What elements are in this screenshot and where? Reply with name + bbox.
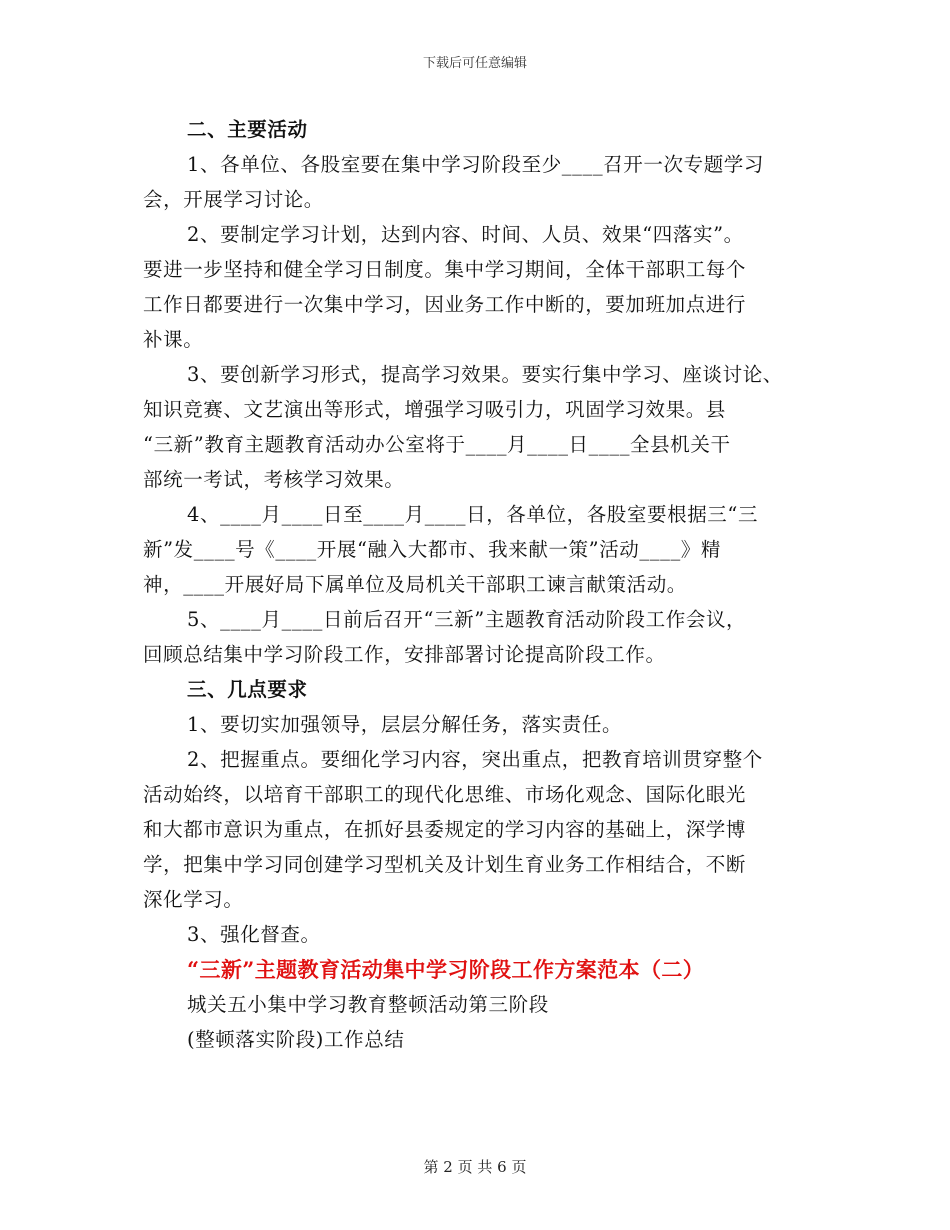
paragraph-line: 新”发____号《____开展“融入大都市、我来献一策”活动____》精 <box>143 538 722 561</box>
paragraph-line: 5、____月____日前后召开“三新”主题教育活动阶段工作会议， <box>187 608 747 631</box>
section-heading-main-activities: 二、主要活动 <box>187 118 308 141</box>
paragraph-line: (整顿落实阶段)工作总结 <box>187 1028 405 1051</box>
paragraph-line: “三新”教育主题教育活动办公室将于____月____日____全县机关干 <box>143 433 731 456</box>
paragraph-line: 和大都市意识为重点，在抓好县委规定的学习内容的基础上，深学博 <box>143 818 747 841</box>
paragraph-line: 补课。 <box>143 328 204 351</box>
paragraph-line: 1、要切实加强领导，层层分解任务，落实责任。 <box>187 713 623 736</box>
paragraph-line: 部统一考试，考核学习效果。 <box>143 468 405 491</box>
paragraph-line: 2、要制定学习计划，达到内容、时间、人员、效果“四落实”。 <box>187 223 744 246</box>
paragraph-line: 3、强化督查。 <box>187 923 321 946</box>
document-body <box>143 112 823 1057</box>
paragraph-line: 4、____月____日至____月____日，各单位，各股室要根据三“三 <box>187 503 759 526</box>
paragraph-line: 要进一步坚持和健全学习日制度。集中学习期间，全体干部职工每个 <box>143 258 747 281</box>
paragraph-line: 神，____开展好局下属单位及局机关干部职工谏言献策活动。 <box>143 573 687 596</box>
document-title-red: “三新”主题教育活动集中学习阶段工作方案范本（二） <box>187 957 705 982</box>
paragraph-line: 学，把集中学习同创建学习型机关及计划生育业务工作相结合，不断 <box>143 853 747 876</box>
page-number: 第 2 页 共 6 页 <box>423 1158 527 1176</box>
paragraph-line: 回顾总结集中学习阶段工作，安排部署讨论提高阶段工作。 <box>143 643 666 666</box>
section-heading-requirements: 三、几点要求 <box>187 678 308 701</box>
paragraph-line: 知识竞赛、文艺演出等形式，增强学习吸引力，巩固学习效果。县 <box>143 398 726 421</box>
paragraph-line: 3、要创新学习形式，提高学习效果。要实行集中学习、座谈讨论、 <box>187 363 783 386</box>
paragraph-line: 深化学习。 <box>143 888 244 911</box>
paragraph-line: 活动始终，以培育干部职工的现代化思维、市场化观念、国际化眼光 <box>143 783 747 806</box>
paragraph-line: 2、把握重点。要细化学习内容，突出重点，把教育培训贯穿整个 <box>187 748 763 771</box>
paragraph-line: 1、各单位、各股室要在集中学习阶段至少____召开一次专题学习 <box>187 153 765 176</box>
paragraph-line: 工作日都要进行一次集中学习，因业务工作中断的，要加班加点进行 <box>143 293 747 316</box>
header-note: 下载后可任意编辑 <box>422 56 527 71</box>
paragraph-line: 会，开展学习讨论。 <box>143 188 324 211</box>
paragraph-line: 城关五小集中学习教育整顿活动第三阶段 <box>187 993 549 1016</box>
